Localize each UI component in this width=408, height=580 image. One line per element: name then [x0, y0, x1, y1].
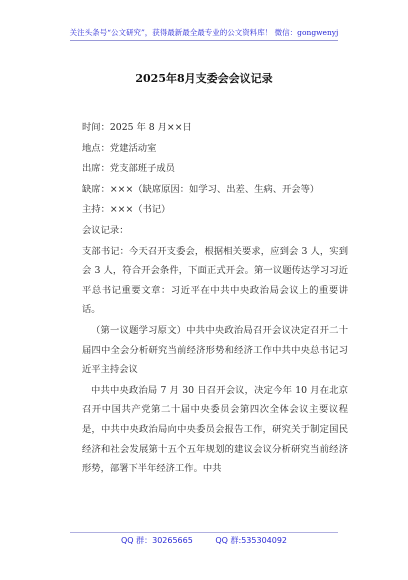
secretary-remarks: 支部书记：今天召开支委会，根据相关要求，应到会 3 人，实到会 3 人，符合开会条件，下面正式开会。第一议题传达学习习近平总书记重要文章：习近平在中共中央政治局会议上的重要讲话。	[82, 245, 348, 316]
meeting-host: 主持：×××（书记）	[82, 204, 171, 216]
document-body	[82, 118, 348, 480]
footer	[0, 535, 408, 546]
footer-qq-group-2: QQ 群:535304092	[215, 536, 288, 545]
header-divider	[70, 40, 338, 41]
meeting-attendees: 出席：党支部班子成员	[82, 163, 175, 175]
first-topic-paragraph: （第一议题学习原文）中共中央政治局召开会议决定召开二十届四中全会分析研究当前经济形势和经济工作中共中央总书记习近平主持会议	[82, 324, 348, 376]
meeting-location: 地点：党建活动室	[82, 142, 157, 154]
meeting-absentees: 缺席：×××（缺席原因：如学习、出差、生病、开会等）	[82, 183, 320, 195]
record-heading: 会议记录：	[82, 224, 129, 236]
document-title: 2025年8月支委会会议记录	[135, 72, 273, 85]
politburo-paragraph: 中共中央政治局 7 月 30 日召开会议，决定今年 10 月在北京召开中国共产党第二十届中央委员会第四次全体会议主要议程是，中共中央政治局向中央委员会报告工作，研究关于制定国民经济和社会发展第十五个五年规划的建议会议分析研究当前经济形势，部署下半年经济工作。中共	[82, 384, 348, 475]
header-banner: 关注头条号“公文研究”，获得最新最全最专业的公文资料库！ 微信：gongwenyj	[69, 28, 339, 37]
footer-divider	[70, 532, 338, 533]
footer-qq-group-1: QQ 群：30265665	[120, 536, 193, 545]
meeting-time: 时间：2025 年 8 月××日	[82, 122, 192, 133]
